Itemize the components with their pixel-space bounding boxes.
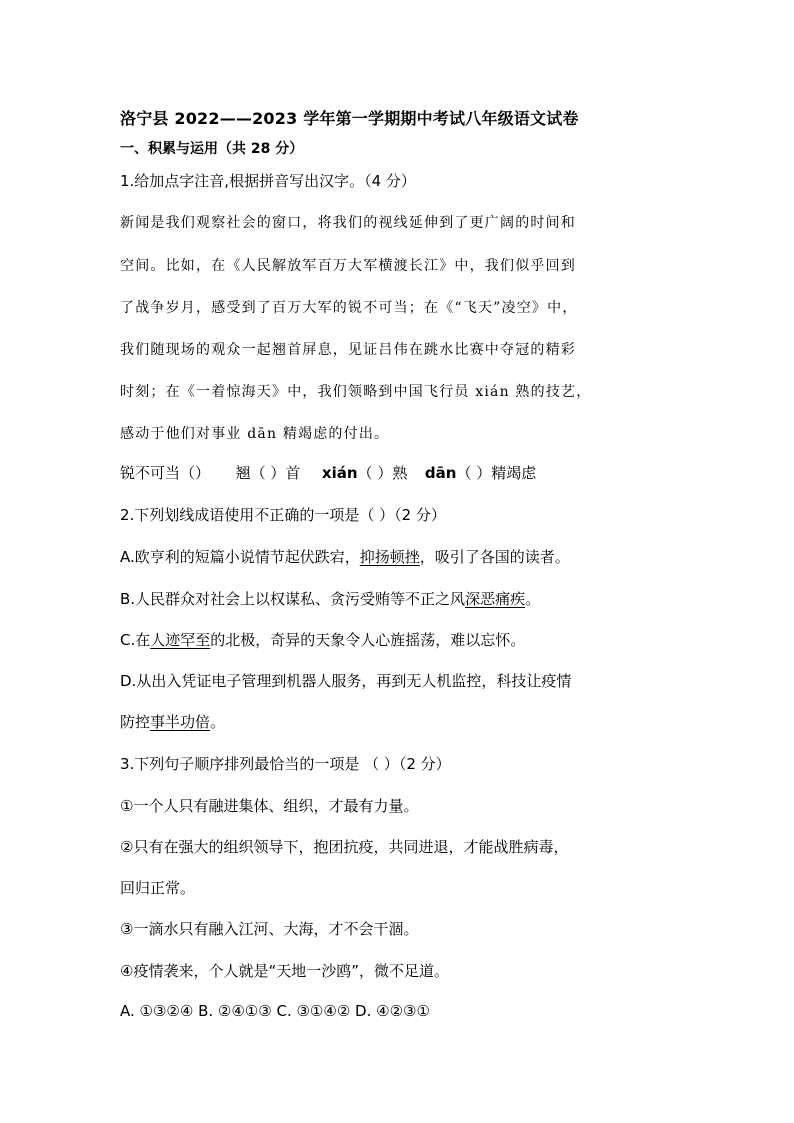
sentence-2: ②只有在强大的组织领导下，抱团抗疫，共同进退，才能战胜病毒， <box>120 838 569 856</box>
passage-line: 我们随现场的观众一起翘首屏息，见证吕伟在跳水比赛中夺冠的精彩 <box>120 342 576 358</box>
underlined-idiom: 事半功倍 <box>150 713 211 731</box>
question-1-prompt: 1.给加点字注音,根据拼音写出汉字。（4 分） <box>120 172 416 190</box>
option-d-line2 <box>120 711 225 732</box>
passage-line: 空间。比如，在《人民解放军百万大军横渡长江》中，我们似乎回到 <box>120 258 576 274</box>
option-text: ，吸引了各国的读者。 <box>419 548 570 566</box>
underlined-idiom: 人迹罕至 <box>150 631 211 649</box>
sentence-1: ①一个人只有融进集体、组织，才最有力量。 <box>120 797 419 815</box>
answer-blanks-line <box>120 462 536 483</box>
option-text: 。 <box>525 590 541 608</box>
passage-line: 时刻；在《一着惊海天》中，我们领略到中国飞行员 xián 熟的技艺， <box>120 384 592 400</box>
underlined-idiom: 深恶痛疾 <box>465 590 526 608</box>
answer-choices: A. ①③②④ B. ②④①③ C. ③①④② D. ④②③① <box>120 1002 430 1020</box>
blank-c: （ ）熟 <box>357 464 408 482</box>
sentence-2-cont: 回归正常。 <box>120 879 196 897</box>
sentence-4: ④疫情袭来，个人就是“天地一沙鸥”，微不足道。 <box>120 962 449 980</box>
blank-a: 锐不可当（） <box>120 464 211 482</box>
passage-line: 了战争岁月，感受到了百万大军的锐不可当；在《“飞天”凌空》中， <box>120 300 578 316</box>
option-text: B.人民群众对社会上以权谋私、贪污受贿等不正之风 <box>120 590 466 608</box>
option-a <box>120 546 570 567</box>
blank-b: 翘（ ）首 <box>235 464 301 482</box>
sentence-3: ③一滴水只有融入江河、大海，才不会干涸。 <box>120 920 419 938</box>
passage-line: 感动于他们对事业 dān 精竭虑的付出。 <box>120 426 390 442</box>
option-text: C.在 <box>120 631 151 649</box>
question-2-prompt: 2.下列划线成语使用不正确的一项是（ ）（2 分） <box>120 506 446 524</box>
option-text: A.欧亨利的短篇小说情节起伏跌宕， <box>120 548 360 566</box>
underlined-idiom: 抑扬顿挫 <box>359 548 420 566</box>
exam-title: 洛宁县 2022——2023 学年第一学期期中考试八年级语文试卷 <box>120 109 579 128</box>
option-c <box>120 629 525 650</box>
blank-d: （ ）精竭虑 <box>456 464 537 482</box>
option-text: 防控 <box>120 713 151 731</box>
pinyin-dan: dān <box>424 464 457 482</box>
option-text: 。 <box>210 713 226 731</box>
pinyin-xian: xián <box>321 464 358 482</box>
option-d-line1: D.从出入凭证电子管理到机器人服务，再到无人机监控，科技让疫情 <box>120 672 572 690</box>
question-3-prompt: 3.下列句子顺序排列最恰当的一项是 （ ）（2 分） <box>120 755 451 773</box>
option-text: 的北极，奇异的天象令人心旌摇荡，难以忘怀。 <box>210 631 526 649</box>
option-b <box>120 588 540 609</box>
passage-line: 新闻是我们观察社会的窗口，将我们的视线延伸到了更广阔的时间和 <box>120 215 576 231</box>
section-heading: 一、积累与运用（共 28 分） <box>120 141 304 157</box>
